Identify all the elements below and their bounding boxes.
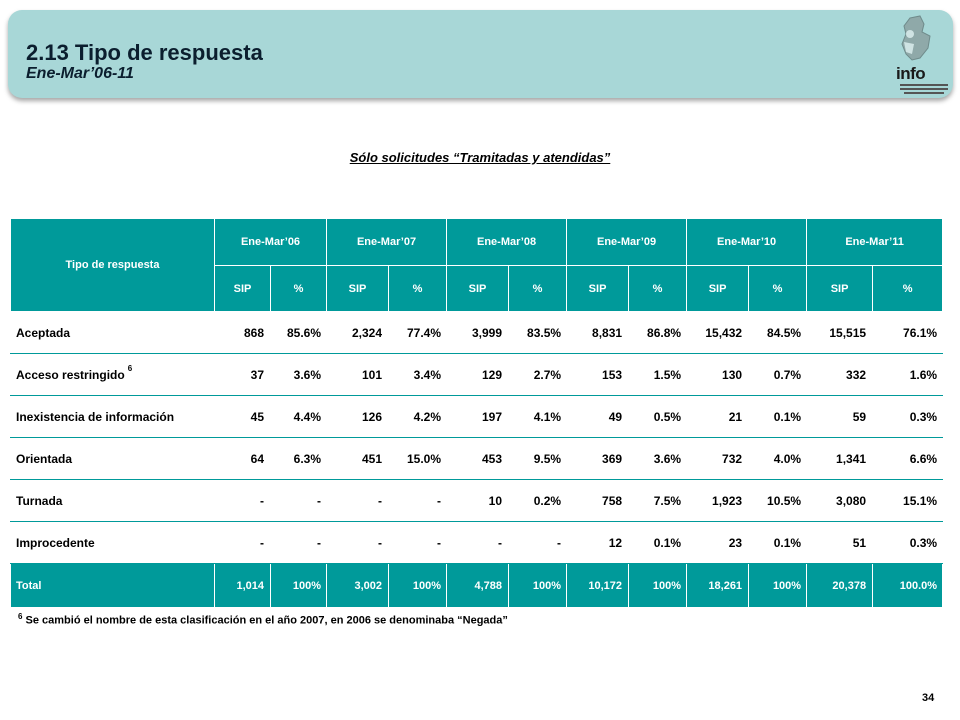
footnote — [18, 612, 508, 627]
total-sip-value: 20,378 — [807, 564, 873, 608]
table-row — [11, 480, 943, 522]
period-header: Ene-Mar’06 — [215, 219, 327, 266]
sip-value: 10 — [447, 480, 509, 522]
row-label-cell — [11, 312, 215, 354]
total-sip-value: 3,002 — [327, 564, 389, 608]
total-pct-value: 100% — [629, 564, 687, 608]
sip-header: SIP — [687, 266, 749, 312]
pct-value: - — [389, 522, 447, 564]
pct-value: 3.4% — [389, 354, 447, 396]
sip-value: 732 — [687, 438, 749, 480]
sip-value: - — [327, 522, 389, 564]
sip-value: 332 — [807, 354, 873, 396]
row-label: Improcedente — [16, 535, 95, 550]
pct-header: % — [389, 266, 447, 312]
pct-header: % — [749, 266, 807, 312]
pct-value: 0.3% — [873, 396, 943, 438]
sip-value: 451 — [327, 438, 389, 480]
total-sip-value: 10,172 — [567, 564, 629, 608]
table-row — [11, 312, 943, 354]
sip-header: SIP — [567, 266, 629, 312]
pct-value: 9.5% — [509, 438, 567, 480]
pct-value: 0.1% — [629, 522, 687, 564]
pct-value: 10.5% — [749, 480, 807, 522]
row-label: Turnada — [16, 493, 63, 508]
sip-value: 1,341 — [807, 438, 873, 480]
sip-header: SIP — [807, 266, 873, 312]
page-number: 34 — [922, 692, 935, 704]
pct-value: - — [271, 480, 327, 522]
sip-value: 453 — [447, 438, 509, 480]
pct-value: 84.5% — [749, 312, 807, 354]
table-row — [11, 396, 943, 438]
row-label-cell — [11, 396, 215, 438]
pct-value: 0.5% — [629, 396, 687, 438]
pct-value: 7.5% — [629, 480, 687, 522]
pct-value: 4.0% — [749, 438, 807, 480]
period-header: Ene-Mar’08 — [447, 219, 567, 266]
row-header: Tipo de respuesta — [11, 219, 215, 312]
logo-caption-line — [904, 92, 944, 94]
footnote-mark: 6 — [18, 612, 23, 621]
sip-value: - — [447, 522, 509, 564]
total-pct-value: 100% — [749, 564, 807, 608]
pct-value: 15.1% — [873, 480, 943, 522]
pct-value: 83.5% — [509, 312, 567, 354]
period-header: Ene-Mar’11 — [807, 219, 943, 266]
sip-value: 3,080 — [807, 480, 873, 522]
pct-value: 77.4% — [389, 312, 447, 354]
table-row — [11, 354, 943, 396]
logo-caption-line — [900, 88, 948, 90]
pct-header: % — [509, 266, 567, 312]
sip-value: 197 — [447, 396, 509, 438]
table-row — [11, 522, 943, 564]
sip-value: 1,923 — [687, 480, 749, 522]
pct-value: 2.7% — [509, 354, 567, 396]
sip-value: - — [215, 522, 271, 564]
sip-value: 130 — [687, 354, 749, 396]
sip-value: 101 — [327, 354, 389, 396]
footnote-reference: 6 — [127, 364, 133, 373]
sip-value: 153 — [567, 354, 629, 396]
pct-header: % — [873, 266, 943, 312]
section-subtitle: Sólo solicitudes “Tramitadas y atendidas” — [349, 150, 611, 165]
pct-value: 0.3% — [873, 522, 943, 564]
total-label: Total — [11, 564, 215, 608]
total-pct-value: 100.0% — [873, 564, 943, 608]
pct-value: 76.1% — [873, 312, 943, 354]
row-label: Acceso restringido — [16, 368, 125, 382]
total-sip-value: 1,014 — [215, 564, 271, 608]
sip-value: 129 — [447, 354, 509, 396]
pct-value: - — [389, 480, 447, 522]
sip-value: 37 — [215, 354, 271, 396]
pct-value: 3.6% — [271, 354, 327, 396]
header-banner — [8, 10, 953, 98]
table-body — [11, 312, 943, 608]
total-row — [11, 564, 943, 608]
pct-value: 6.3% — [271, 438, 327, 480]
sip-value: 868 — [215, 312, 271, 354]
pct-value: 1.6% — [873, 354, 943, 396]
pct-value: 0.2% — [509, 480, 567, 522]
total-pct-value: 100% — [389, 564, 447, 608]
pct-value: 0.1% — [749, 522, 807, 564]
total-sip-value: 18,261 — [687, 564, 749, 608]
period-header: Ene-Mar’10 — [687, 219, 807, 266]
row-label-cell — [11, 522, 215, 564]
sip-value: 369 — [567, 438, 629, 480]
sip-value: 2,324 — [327, 312, 389, 354]
row-label-cell — [11, 480, 215, 522]
pct-value: 3.6% — [629, 438, 687, 480]
sip-value: 51 — [807, 522, 873, 564]
sip-value: - — [215, 480, 271, 522]
sip-value: - — [327, 480, 389, 522]
table-row — [11, 438, 943, 480]
sip-value: 3,999 — [447, 312, 509, 354]
sip-header: SIP — [447, 266, 509, 312]
period-header: Ene-Mar’07 — [327, 219, 447, 266]
row-label-cell — [11, 438, 215, 480]
row-label: Orientada — [16, 451, 73, 466]
pct-value: - — [271, 522, 327, 564]
sip-value: 12 — [567, 522, 629, 564]
row-label-cell — [11, 354, 215, 396]
page-period: Ene-Mar’06-11 — [26, 65, 134, 82]
pct-value: 15.0% — [389, 438, 447, 480]
sip-header: SIP — [327, 266, 389, 312]
pct-header: % — [629, 266, 687, 312]
row-label: Aceptada — [16, 325, 71, 340]
sip-value: 45 — [215, 396, 271, 438]
pct-header: % — [271, 266, 327, 312]
sip-value: 126 — [327, 396, 389, 438]
pct-value: 4.1% — [509, 396, 567, 438]
pct-value: 85.6% — [271, 312, 327, 354]
total-pct-value: 100% — [271, 564, 327, 608]
sip-value: 23 — [687, 522, 749, 564]
page-title: 2.13 Tipo de respuesta — [26, 40, 263, 65]
sip-value: 8,831 — [567, 312, 629, 354]
sip-value: 15,515 — [807, 312, 873, 354]
pct-value: 0.1% — [749, 396, 807, 438]
logo-caption-line — [900, 84, 948, 86]
sip-value: 59 — [807, 396, 873, 438]
sip-value: 21 — [687, 396, 749, 438]
response-type-table — [10, 218, 943, 607]
pct-value: 4.4% — [271, 396, 327, 438]
pct-value: - — [509, 522, 567, 564]
total-pct-value: 100% — [509, 564, 567, 608]
total-sip-value: 4,788 — [447, 564, 509, 608]
pct-value: 86.8% — [629, 312, 687, 354]
sip-value: 15,432 — [687, 312, 749, 354]
pct-value: 4.2% — [389, 396, 447, 438]
footnote-text: Se cambió el nombre de esta clasificación en el año 2007, en 2006 se denominaba “Negada” — [25, 614, 508, 627]
period-header: Ene-Mar’09 — [567, 219, 687, 266]
sip-value: 64 — [215, 438, 271, 480]
sip-value: 49 — [567, 396, 629, 438]
pct-value: 6.6% — [873, 438, 943, 480]
row-label: Inexistencia de información — [16, 409, 175, 424]
sip-value: 758 — [567, 480, 629, 522]
pct-value: 0.7% — [749, 354, 807, 396]
logo-text: info — [896, 64, 926, 83]
info-logo — [890, 14, 950, 98]
sip-header: SIP — [215, 266, 271, 312]
pct-value: 1.5% — [629, 354, 687, 396]
